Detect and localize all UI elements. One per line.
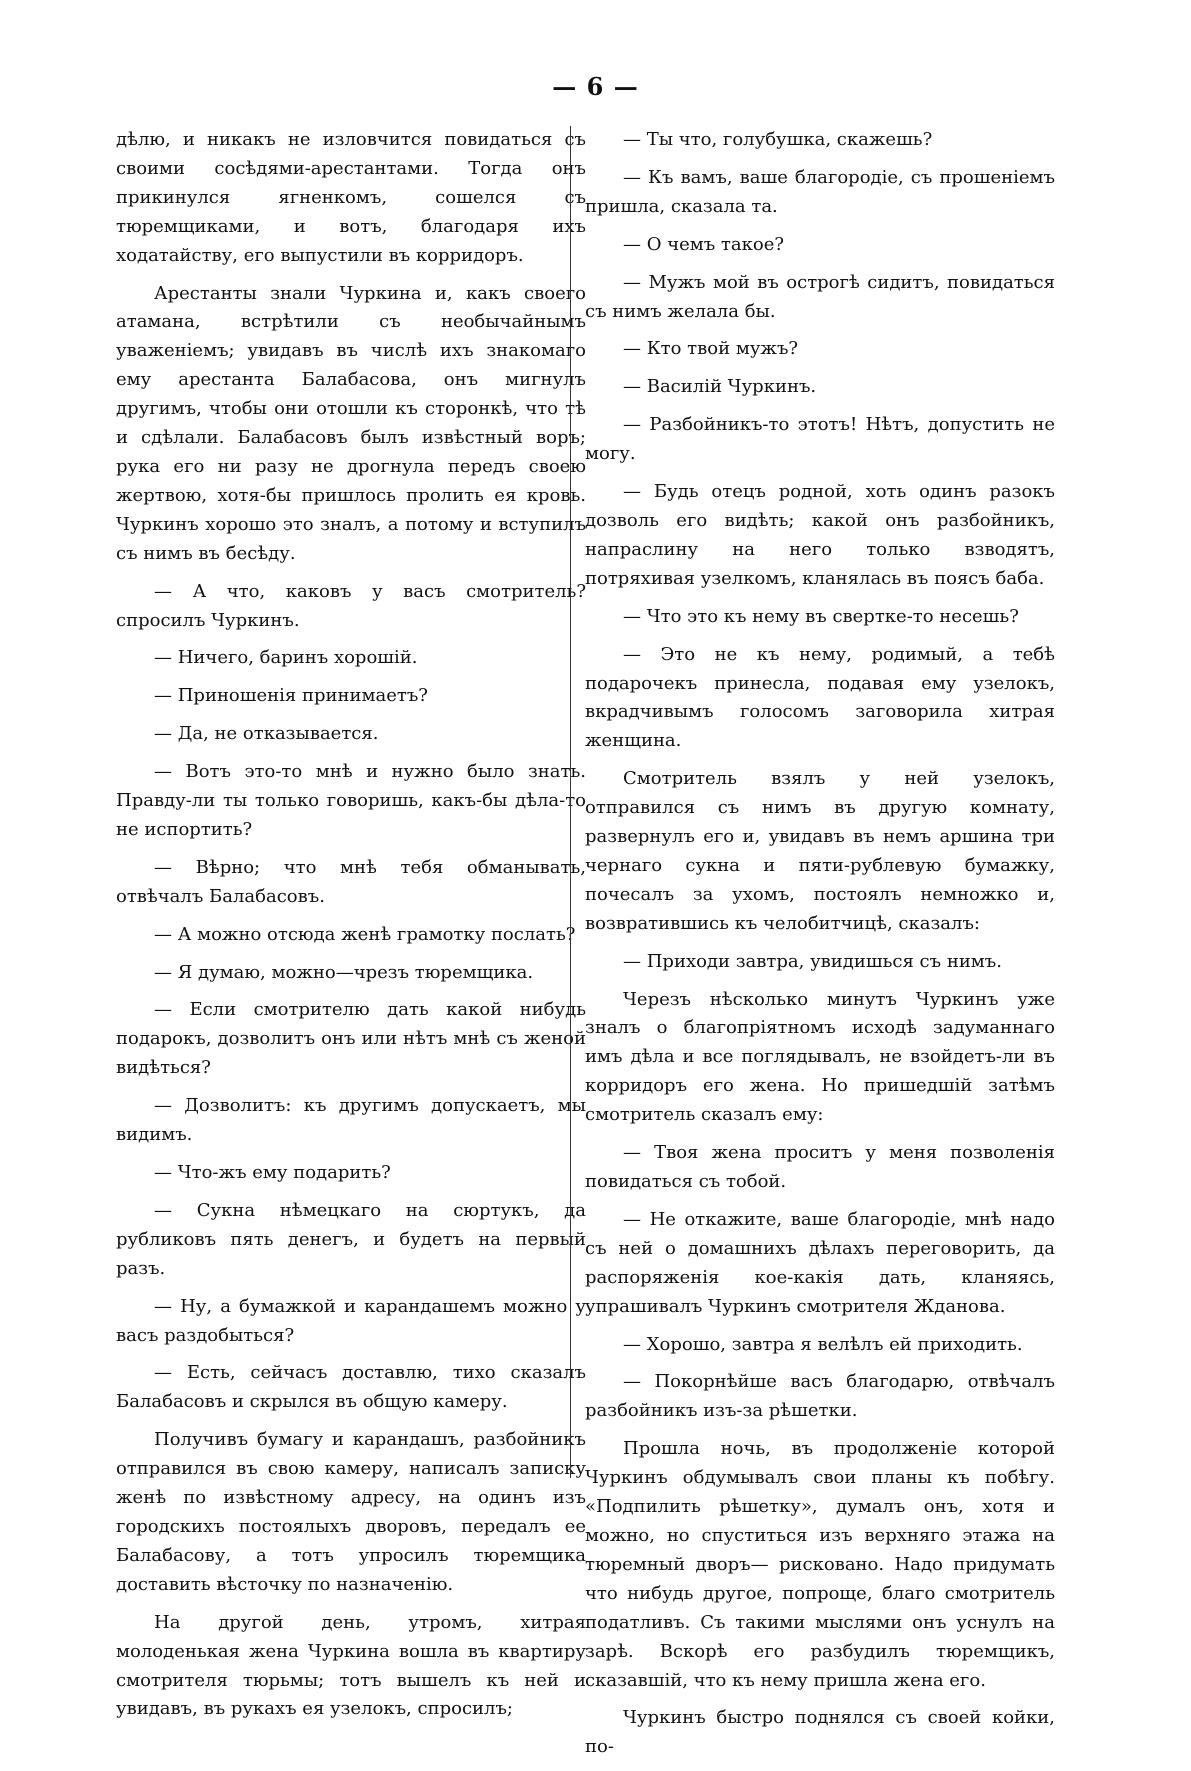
paragraph: — Кто твой мужъ?: [623, 338, 799, 360]
paragraph: — Ну, а бумажкой и карандашемъ можно у васъ раздобыться?: [116, 1295, 586, 1346]
paragraph: — О чемъ такое?: [623, 233, 785, 255]
paragraph: — Есть, сейчасъ доставлю, тихо сказалъ Балабасовъ и скрылся въ общую камеру.: [116, 1362, 586, 1413]
paragraph: — Вѣрно; что мнѣ тебя обманывать, отвѣчалъ Балабасовъ.: [116, 856, 586, 907]
paragraph: — Къ вамъ, ваше благородіе, съ прошеніемъ пришла, сказала та.: [585, 166, 1055, 217]
paragraph: Чуркинъ быстро поднялся съ своей койки, по-: [585, 1707, 1055, 1758]
paragraph: Смотритель взялъ у ней узелокъ, отправился съ нимъ въ другую комнату, развернулъ его и, увидавъ въ немъ аршина три чернаго сукна и пяти-рублевую бумажку, почесалъ за ухомъ, постоялъ немножко и, возвратившись къ челобитчицѣ, сказалъ:: [585, 768, 1055, 934]
paragraph: — Василій Чуркинъ.: [623, 376, 817, 398]
paragraph: — Что-жъ ему подарить?: [154, 1162, 391, 1183]
paragraph: — Что это къ нему въ свертке-то несешь?: [623, 605, 1019, 627]
page-number: — 6 —: [552, 72, 639, 101]
paragraph: — Приношенія принимаетъ?: [154, 685, 428, 707]
paragraph: — Твоя жена проситъ у меня позволенія повидаться съ тобой.: [585, 1142, 1055, 1192]
paragraph: На другой день, утромъ, хитрая молоденькая жена Чуркина вошла въ квартиру смотрителя тюрьмы; тотъ вышелъ къ ней и увидавъ, въ рукахъ ея узелокъ, спросилъ;: [116, 1611, 586, 1720]
paragraph: — Это не къ нему, родимый, а тебѣ подарочекъ принесла, подавая ему узелокъ, вкрадчивымъ голосомъ заговорила хитрая женщина.: [585, 643, 1055, 752]
paragraph: — Сукна нѣмецкаго на сюртукъ, да рубликовъ пять денегъ, и будетъ на первый разъ.: [116, 1199, 586, 1279]
paragraph: — Разбойникъ-то этотъ! Нѣтъ, допустить не могу.: [585, 414, 1055, 465]
paragraph: — Да, не отказывается.: [154, 723, 379, 745]
paragraph: Черезъ нѣсколько минутъ Чуркинъ уже зналъ о благопріятномъ исходѣ задуманнаго имъ дѣла и все поглядывалъ, не взойдетъ-ли въ корридоръ его жена. Но пришедшій затѣмъ смотритель сказалъ ему:: [585, 988, 1055, 1126]
paragraph: дѣлю, и никакъ не изловчится повидаться съ своими сосѣдями-арестантами. Тогда онъ прикинулся ягненкомъ, сошелся съ тюремщиками, и вотъ, благодаря ихъ ходатайству, его выпустили въ корридоръ.: [116, 129, 586, 266]
paragraph: — Вотъ это-то мнѣ и нужно было знать. Правду-ли ты только говоришь, какъ-бы дѣла-то не испортить?: [116, 761, 586, 840]
left-column: [116, 126, 586, 1733]
paragraph: — Ничего, баринъ хорошій.: [154, 647, 418, 669]
paragraph: Прошла ночь, въ продолженіе которой Чуркинъ обдумывалъ свои планы къ побѣгу. «Подпилить рѣшетку», думалъ онъ, хотя и можно, но спуститься изъ верхняго этажа на тюремный дворъ— рисковано. Надо придумать что нибудь другое, попроще, благо смотритель податливъ. Съ такими мыслями онъ уснулъ на зарѣ. Вскорѣ его разбудилъ тюремщикъ, сказавшій, что къ нему пришла жена его.: [585, 1438, 1055, 1691]
paragraph: — Не откажите, ваше благородіе, мнѣ надо съ ней о домашнихъ дѣлахъ переговорить, да распоряженія кое-какія дать, кланяясь, упрашивалъ Чуркинъ смотрителя Жданова.: [585, 1208, 1055, 1317]
paragraph: — Приходи завтра, увидишься съ нимъ.: [623, 950, 1002, 972]
paragraph: Получивъ бумагу и карандашъ, разбойникъ отправился въ свою камеру, написалъ записку женѣ по извѣстному адресу, на одинъ изъ городскихъ постоялыхъ дворовъ, передалъ ее Балабасову, а тотъ упросилъ тюремщика доставить вѣсточку по назначенію.: [116, 1429, 586, 1595]
paragraph: — Дозволитъ: къ другимъ допускаетъ, мы видимъ.: [116, 1095, 586, 1146]
paragraph: — Будь отецъ родной, хоть одинъ разокъ дозволь его видѣть; какой онъ разбойникъ, напраслину на него только взводятъ, потряхивая узелкомъ, кланялась въ поясъ баба.: [585, 481, 1055, 589]
paragraph: — Хорошо, завтра я велѣлъ ей приходить.: [623, 1333, 1023, 1355]
paragraph: — А можно отсюда женѣ грамотку послать?: [154, 923, 576, 945]
paragraph: — А что, каковъ у васъ смотритель? спросилъ Чуркинъ.: [116, 580, 586, 631]
paragraph: — Покорнѣйше васъ благодарю, отвѣчалъ разбойникъ изъ-за рѣшетки.: [585, 1371, 1055, 1422]
paragraph: Арестанты знали Чуркина и, какъ своего атамана, встрѣтили съ необычайнымъ уваженіемъ; увидавъ въ числѣ ихъ знакомаго ему арестанта Балабасова, онъ мигнулъ другимъ, чтобы они отошли къ сторонкѣ, что тѣ и сдѣлали. Балабасовъ былъ извѣстный воръ; рука его ни разу не дрогнула передъ своею жертвою, хотя-бы пришлось пролить ея кровь. Чуркинъ хорошо это зналъ, а потому и вступилъ съ нимъ въ бесѣду.: [116, 282, 586, 564]
paragraph: — Ты что, голубушка, скажешь?: [623, 129, 933, 150]
right-column: [585, 126, 1055, 1771]
paragraph: — Если смотрителю дать какой нибудь подарокъ, дозволитъ онъ или нѣтъ мнѣ съ женой видѣться?: [116, 999, 586, 1079]
paragraph: — Мужъ мой въ острогѣ сидитъ, повидаться съ нимъ желала бы.: [585, 271, 1055, 322]
paragraph: — Я думаю, можно—чрезъ тюремщика.: [154, 961, 534, 983]
column-divider: [570, 126, 571, 1478]
